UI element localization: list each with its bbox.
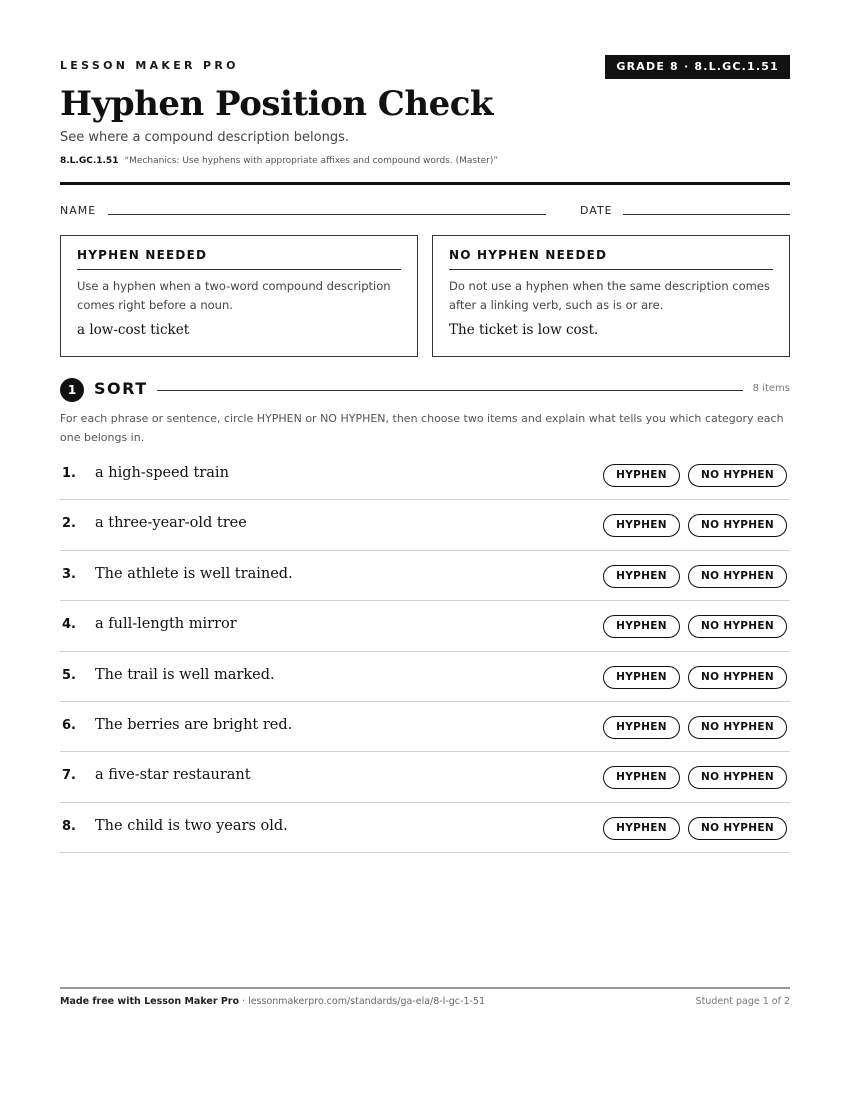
section-instructions: For each phrase or sentence, circle HYPHEN or NO HYPHEN, then choose two items and explain what tells you which category each one belongs in.: [60, 412, 784, 444]
section-divider: [157, 390, 743, 391]
list-item: [60, 450, 790, 500]
item-number: 1.: [62, 466, 76, 481]
no-hyphen-choice[interactable]: NO HYPHEN: [688, 817, 787, 840]
item-text: The athlete is well trained.: [95, 565, 293, 582]
page-title: Hyphen Position Check: [60, 84, 493, 124]
rule-box-no-hyphen-needed: [432, 235, 790, 357]
header-divider: [60, 182, 790, 185]
rule-description: Do not use a hyphen when the same description comes after a linking verb, such as is or are.: [449, 279, 770, 312]
footer-divider: [60, 987, 790, 989]
list-item: [60, 551, 790, 601]
date-field[interactable]: [623, 214, 790, 215]
item-number: 8.: [62, 818, 76, 834]
list-item: [60, 702, 790, 752]
hyphen-choice[interactable]: HYPHEN: [603, 464, 680, 487]
brand-name: LESSON MAKER PRO: [60, 59, 239, 72]
no-hyphen-choice[interactable]: NO HYPHEN: [688, 615, 787, 638]
name-field[interactable]: [108, 214, 546, 215]
no-hyphen-choice[interactable]: NO HYPHEN: [688, 666, 787, 689]
item-text: The child is two years old.: [95, 817, 288, 834]
list-item: [60, 803, 790, 853]
item-list: [60, 450, 790, 853]
hyphen-choice[interactable]: HYPHEN: [603, 615, 680, 638]
rule-heading: HYPHEN NEEDED: [77, 248, 401, 270]
standard-line: [60, 156, 498, 166]
no-hyphen-choice[interactable]: NO HYPHEN: [688, 565, 787, 588]
no-hyphen-choice[interactable]: NO HYPHEN: [688, 464, 787, 487]
date-label: DATE: [580, 204, 613, 217]
item-text: a three-year-old tree: [95, 515, 247, 532]
hyphen-choice[interactable]: HYPHEN: [603, 666, 680, 689]
rule-example: The ticket is low cost.: [449, 322, 599, 338]
no-hyphen-choice[interactable]: NO HYPHEN: [688, 766, 787, 789]
section-number-badge: 1: [60, 378, 84, 402]
item-text: The trail is well marked.: [95, 666, 275, 683]
item-text: a high-speed train: [95, 465, 229, 481]
no-hyphen-choice[interactable]: NO HYPHEN: [688, 514, 787, 537]
rule-example: a low-cost ticket: [77, 322, 190, 338]
page-indicator: Student page 1 of 2: [695, 996, 790, 1007]
item-number: 4.: [62, 617, 76, 633]
page-subtitle: See where a compound description belongs.: [60, 130, 349, 145]
list-item: [60, 752, 790, 802]
item-number: 5.: [62, 667, 76, 683]
rule-description: Use a hyphen when a two-word compound description comes right before a noun.: [77, 279, 391, 312]
item-number: 7.: [62, 768, 76, 784]
hyphen-choice[interactable]: HYPHEN: [603, 716, 680, 739]
footer-credit: [60, 996, 485, 1007]
list-item: [60, 652, 790, 702]
grade-badge: GRADE 8 · 8.L.GC.1.51: [605, 55, 790, 79]
header-bar: [60, 55, 790, 79]
hyphen-choice[interactable]: HYPHEN: [603, 565, 680, 588]
item-number: 2.: [62, 516, 76, 532]
worksheet-page: [60, 0, 790, 1100]
rule-box-hyphen-needed: [60, 235, 418, 357]
item-number: 3.: [62, 566, 76, 582]
hyphen-choice[interactable]: HYPHEN: [603, 514, 680, 537]
item-text: a five-star restaurant: [95, 767, 251, 784]
footer-made-with: Made free with Lesson Maker Pro: [60, 996, 240, 1007]
no-hyphen-choice[interactable]: NO HYPHEN: [688, 716, 787, 739]
rule-heading: NO HYPHEN NEEDED: [449, 248, 773, 270]
item-count: 8 items: [752, 383, 790, 394]
name-label: NAME: [60, 204, 97, 217]
standard-text: “Mechanics: Use hyphens with appropriate affixes and compound words. (Master)”: [124, 156, 499, 166]
hyphen-choice[interactable]: HYPHEN: [603, 766, 680, 789]
item-number: 6.: [62, 717, 76, 733]
item-text: The berries are bright red.: [95, 716, 293, 733]
item-text: a full-length mirror: [95, 616, 237, 633]
list-item: [60, 601, 790, 651]
section-title: SORT: [94, 379, 148, 398]
hyphen-choice[interactable]: HYPHEN: [603, 817, 680, 840]
footer-url[interactable]: · lessonmakerpro.com/standards/ga-ela/8-l-gc-1-51: [239, 996, 486, 1007]
standard-code: 8.L.GC.1.51: [60, 156, 119, 166]
list-item: [60, 500, 790, 550]
